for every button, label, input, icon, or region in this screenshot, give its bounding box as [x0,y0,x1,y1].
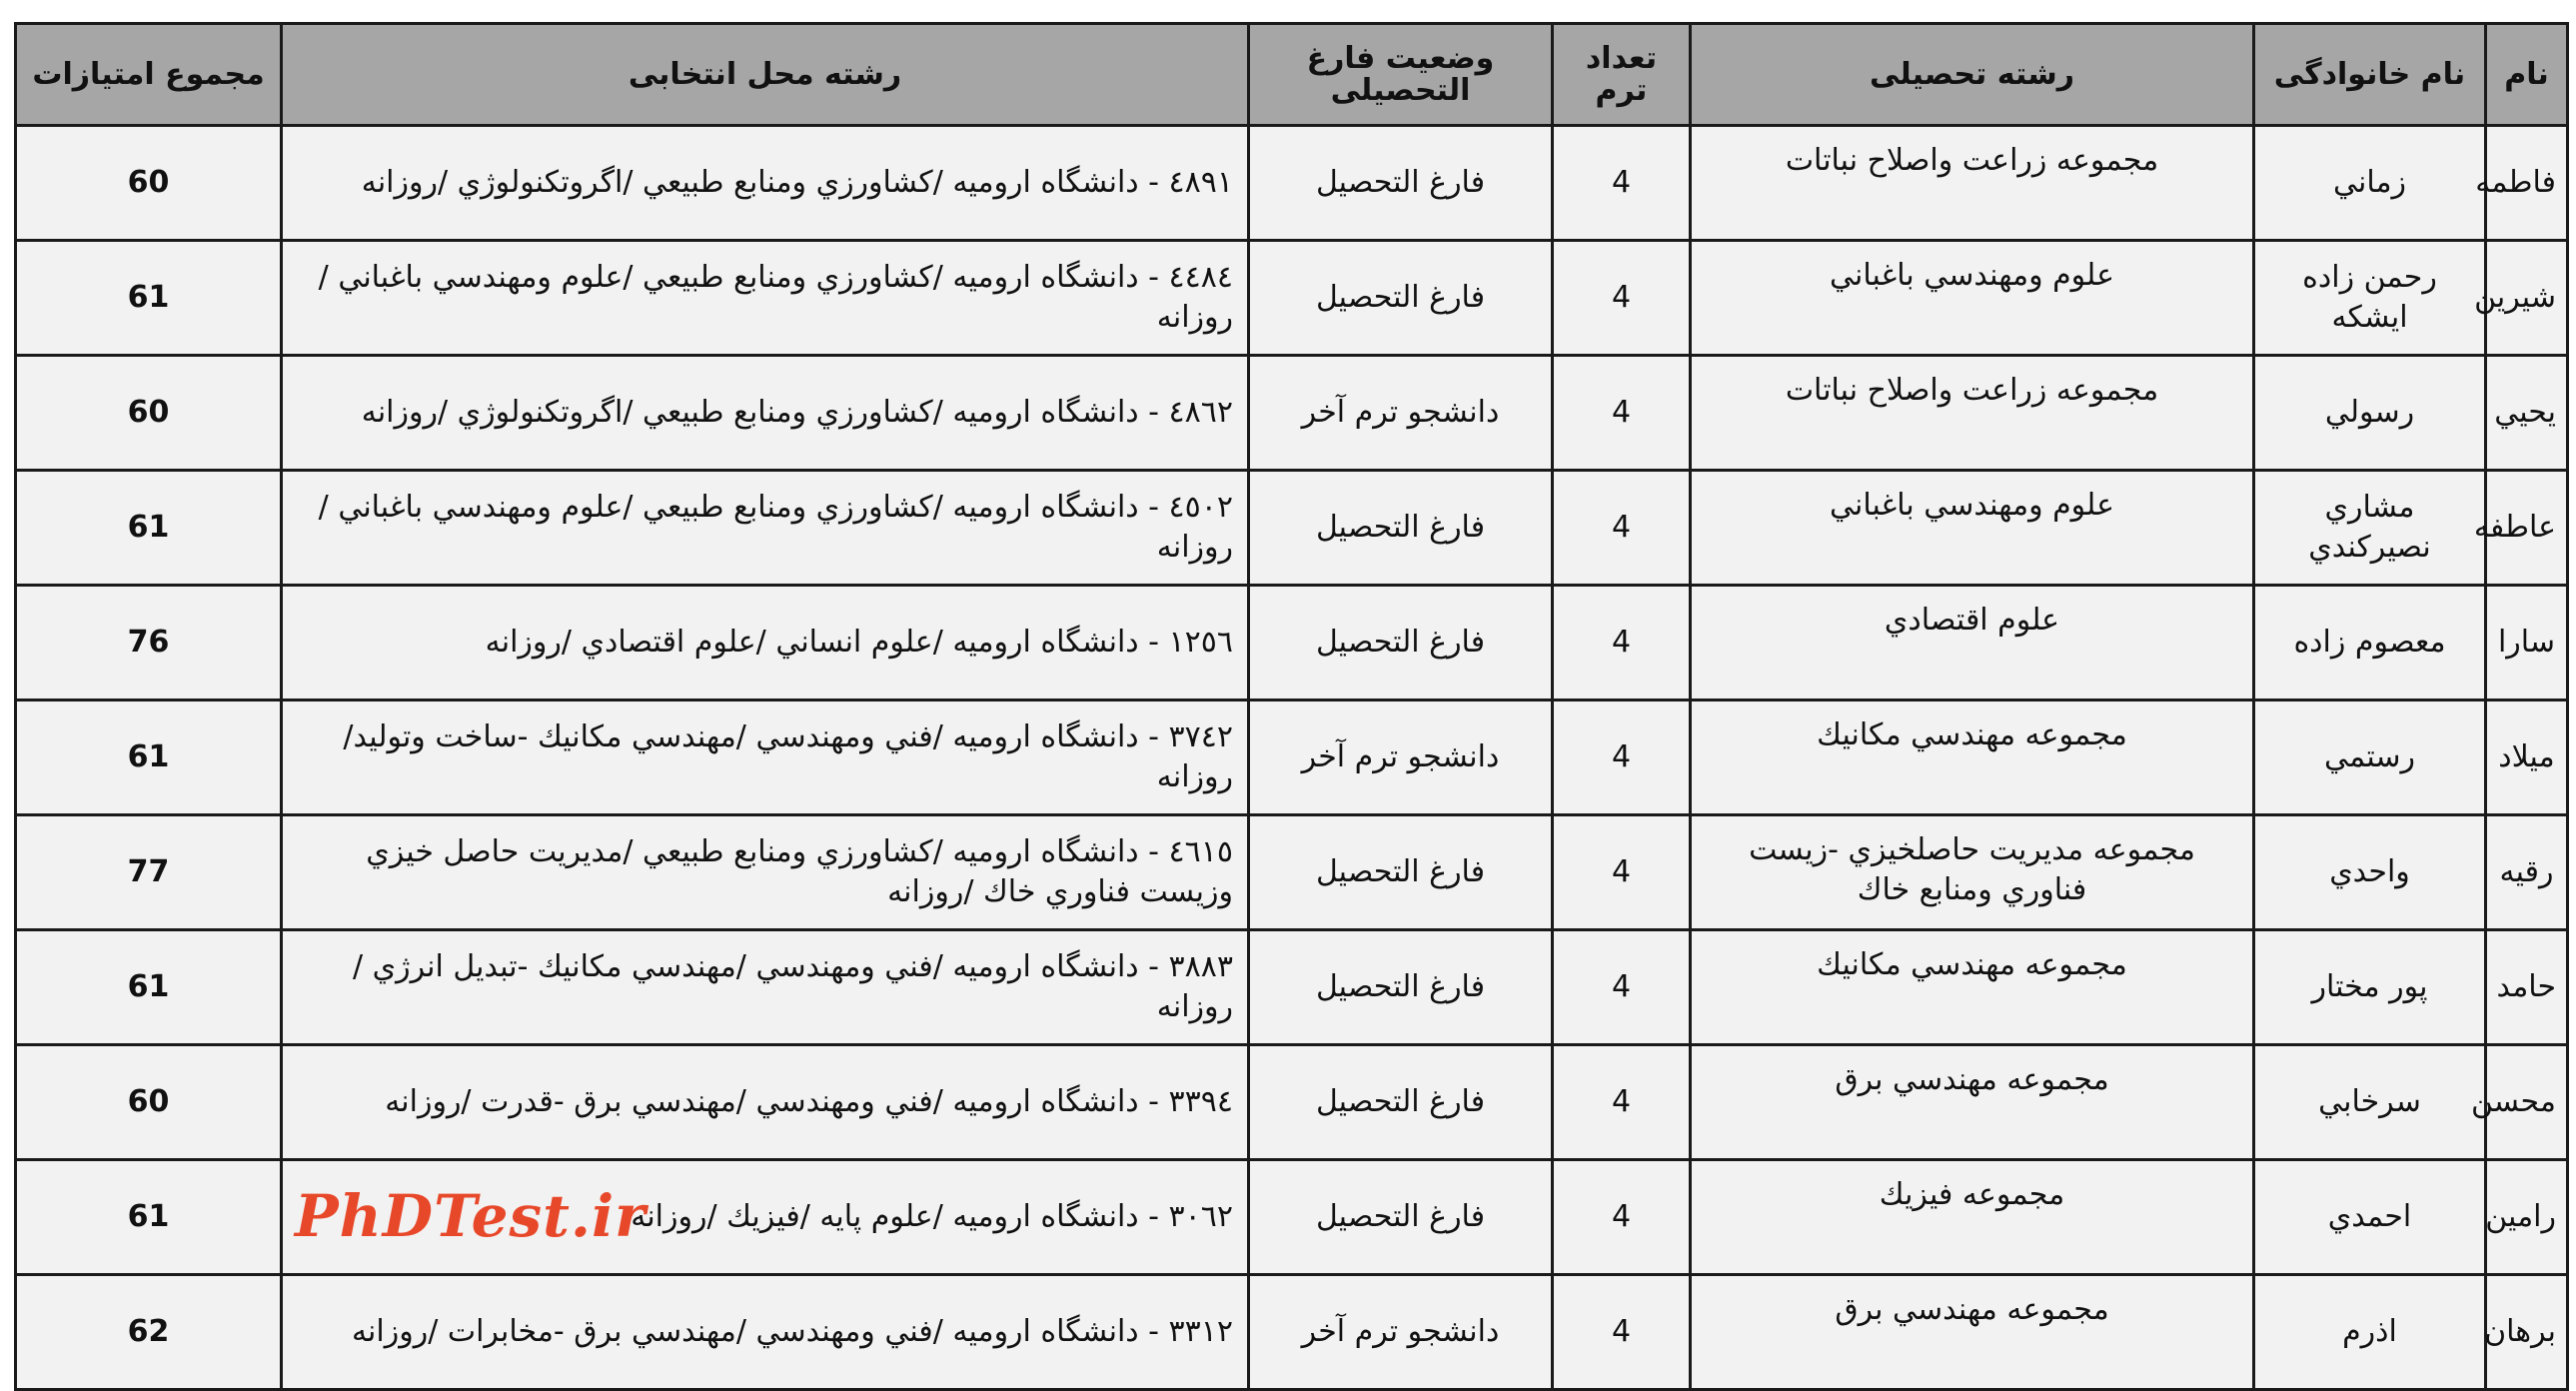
choice-text: ١٢٥٦ - دانشگاه اروميه /علوم انساني /علوم اقتصادي /روزانه [485,625,1233,660]
cell-score: 62 [16,1275,282,1390]
cell-last-name: مشاري نصيركندي [2254,471,2486,586]
watermark-logo: PhDTest.ir [295,1182,646,1251]
cell-terms: 4 [1553,126,1691,241]
cell-terms: 4 [1553,815,1691,930]
table-row [16,815,2568,930]
cell-choice [282,1275,1249,1390]
choice-text: ٤٨٩١ - دانشگاه اروميه /كشاورزي ومنابع طبيعي /اگروتكنولوژي /روزانه [361,165,1233,200]
cell-terms: 4 [1553,356,1691,471]
header-choice: رشته محل انتخابی [282,24,1249,126]
cell-last-name: اذرم [2254,1275,2486,1390]
cell-score: 76 [16,586,282,700]
choice-text: ٣٧٤٢ - دانشگاه اروميه /فني ومهندسي /مهندسي مكانيك -ساخت وتوليد/روزانه [343,719,1233,794]
header-terms: تعداد ترم [1553,24,1691,126]
cell-first-name: رقيه [2486,815,2568,930]
cell-last-name: سرخابي [2254,1045,2486,1160]
cell-status: دانشجو ترم آخر [1249,356,1553,471]
choice-text: ٣٣١٢ - دانشگاه اروميه /فني ومهندسي /مهندسي برق -مخابرات /روزانه [351,1314,1233,1349]
cell-score: 60 [16,1045,282,1160]
cell-first-name: شيرين [2486,241,2568,356]
cell-choice [282,356,1249,471]
cell-major: علوم ومهندسي باغباني [1691,471,2254,586]
cell-major: مجموعه مهندسي مكانيك [1691,930,2254,1045]
table-row [16,1045,2568,1160]
cell-score: 61 [16,471,282,586]
cell-major: مجموعه زراعت واصلاح نباتات [1691,356,2254,471]
cell-score: 61 [16,1160,282,1275]
cell-major: مجموعه مهندسي برق [1691,1045,2254,1160]
table-body [16,126,2568,1390]
header-row [16,24,2568,126]
cell-status: فارغ التحصيل [1249,930,1553,1045]
cell-first-name: فاطمه [2486,126,2568,241]
cell-choice [282,586,1249,700]
results-table [14,22,2569,1391]
cell-major: مجموعه فيزيك [1691,1160,2254,1275]
cell-score: 60 [16,356,282,471]
choice-text: ٣٨٨٣ - دانشگاه اروميه /فني ومهندسي /مهندسي مكانيك -تبديل انرژي /روزانه [353,949,1233,1024]
cell-status: فارغ التحصيل [1249,126,1553,241]
cell-first-name: محسن [2486,1045,2568,1160]
cell-major: مجموعه مهندسي مكانيك [1691,700,2254,815]
header-score: مجموع امتیازات [16,24,282,126]
cell-major: علوم ومهندسي باغباني [1691,241,2254,356]
cell-major: مجموعه مهندسي برق [1691,1275,2254,1390]
cell-status: فارغ التحصيل [1249,1160,1553,1275]
cell-status: دانشجو ترم آخر [1249,1275,1553,1390]
table-row [16,126,2568,241]
cell-terms: 4 [1553,930,1691,1045]
cell-last-name: احمدي [2254,1160,2486,1275]
cell-last-name: رسولي [2254,356,2486,471]
cell-choice [282,930,1249,1045]
cell-score: 61 [16,930,282,1045]
choice-text: ٤٨٦٢ - دانشگاه اروميه /كشاورزي ومنابع طبيعي /اگروتكنولوژي /روزانه [361,395,1233,430]
cell-status: فارغ التحصيل [1249,241,1553,356]
cell-choice [282,1045,1249,1160]
cell-choice [282,1160,1249,1275]
cell-choice [282,700,1249,815]
table-row [16,1160,2568,1275]
choice-text: ٤٤٨٤ - دانشگاه اروميه /كشاورزي ومنابع طبيعي /علوم ومهندسي باغباني /روزانه [318,260,1233,335]
table-row [16,700,2568,815]
cell-status: دانشجو ترم آخر [1249,700,1553,815]
header-last-name: نام خانوادگی [2254,24,2486,126]
cell-last-name: رستمي [2254,700,2486,815]
cell-choice [282,126,1249,241]
cell-choice [282,471,1249,586]
header-first-name: نام [2486,24,2568,126]
cell-first-name: حامد [2486,930,2568,1045]
cell-major: مجموعه زراعت واصلاح نباتات [1691,126,2254,241]
cell-last-name: زماني [2254,126,2486,241]
cell-choice [282,815,1249,930]
cell-status: فارغ التحصيل [1249,1045,1553,1160]
cell-score: 61 [16,241,282,356]
cell-terms: 4 [1553,1045,1691,1160]
cell-score: 61 [16,700,282,815]
cell-last-name: واحدي [2254,815,2486,930]
cell-terms: 4 [1553,1275,1691,1390]
choice-text: ٣٣٩٤ - دانشگاه اروميه /فني ومهندسي /مهندسي برق -قدرت /روزانه [385,1084,1233,1119]
cell-status: فارغ التحصيل [1249,815,1553,930]
choice-text: ٣٠٦٢ - دانشگاه اروميه /علوم پايه /فيزيك /روزانه [631,1199,1233,1234]
cell-status: فارغ التحصيل [1249,471,1553,586]
cell-first-name: ميلاد [2486,700,2568,815]
cell-first-name: يحيي [2486,356,2568,471]
cell-first-name: رامين [2486,1160,2568,1275]
cell-last-name: رحمن زاده ايشكه [2254,241,2486,356]
cell-terms: 4 [1553,241,1691,356]
header-major: رشته تحصیلی [1691,24,2254,126]
cell-last-name: پور مختار [2254,930,2486,1045]
table-row [16,930,2568,1045]
cell-first-name: سارا [2486,586,2568,700]
cell-terms: 4 [1553,700,1691,815]
cell-score: 77 [16,815,282,930]
cell-terms: 4 [1553,1160,1691,1275]
cell-first-name: عاطفه [2486,471,2568,586]
cell-status: فارغ التحصيل [1249,586,1553,700]
cell-major: مجموعه مديريت حاصلخيزي -زيست فناوري ومنابع خاك [1691,815,2254,930]
table-row [16,241,2568,356]
table-row [16,471,2568,586]
table-row [16,1275,2568,1390]
table-row [16,356,2568,471]
cell-terms: 4 [1553,471,1691,586]
table-row [16,586,2568,700]
cell-terms: 4 [1553,586,1691,700]
cell-last-name: معصوم زاده [2254,586,2486,700]
cell-score: 60 [16,126,282,241]
cell-major: علوم اقتصادي [1691,586,2254,700]
cell-choice [282,241,1249,356]
cell-first-name: برهان [2486,1275,2568,1390]
choice-text: ٤٦١٥ - دانشگاه اروميه /كشاورزي ومنابع طبيعي /مديريت حاصل خيزي وزيست فناوري خاك /روزانه [366,834,1233,909]
header-status: وضعیت فارغ التحصیلی [1249,24,1553,126]
results-table-container [14,22,2566,1391]
choice-text: ٤٥٠٢ - دانشگاه اروميه /كشاورزي ومنابع طبيعي /علوم ومهندسي باغباني /روزانه [318,490,1233,565]
